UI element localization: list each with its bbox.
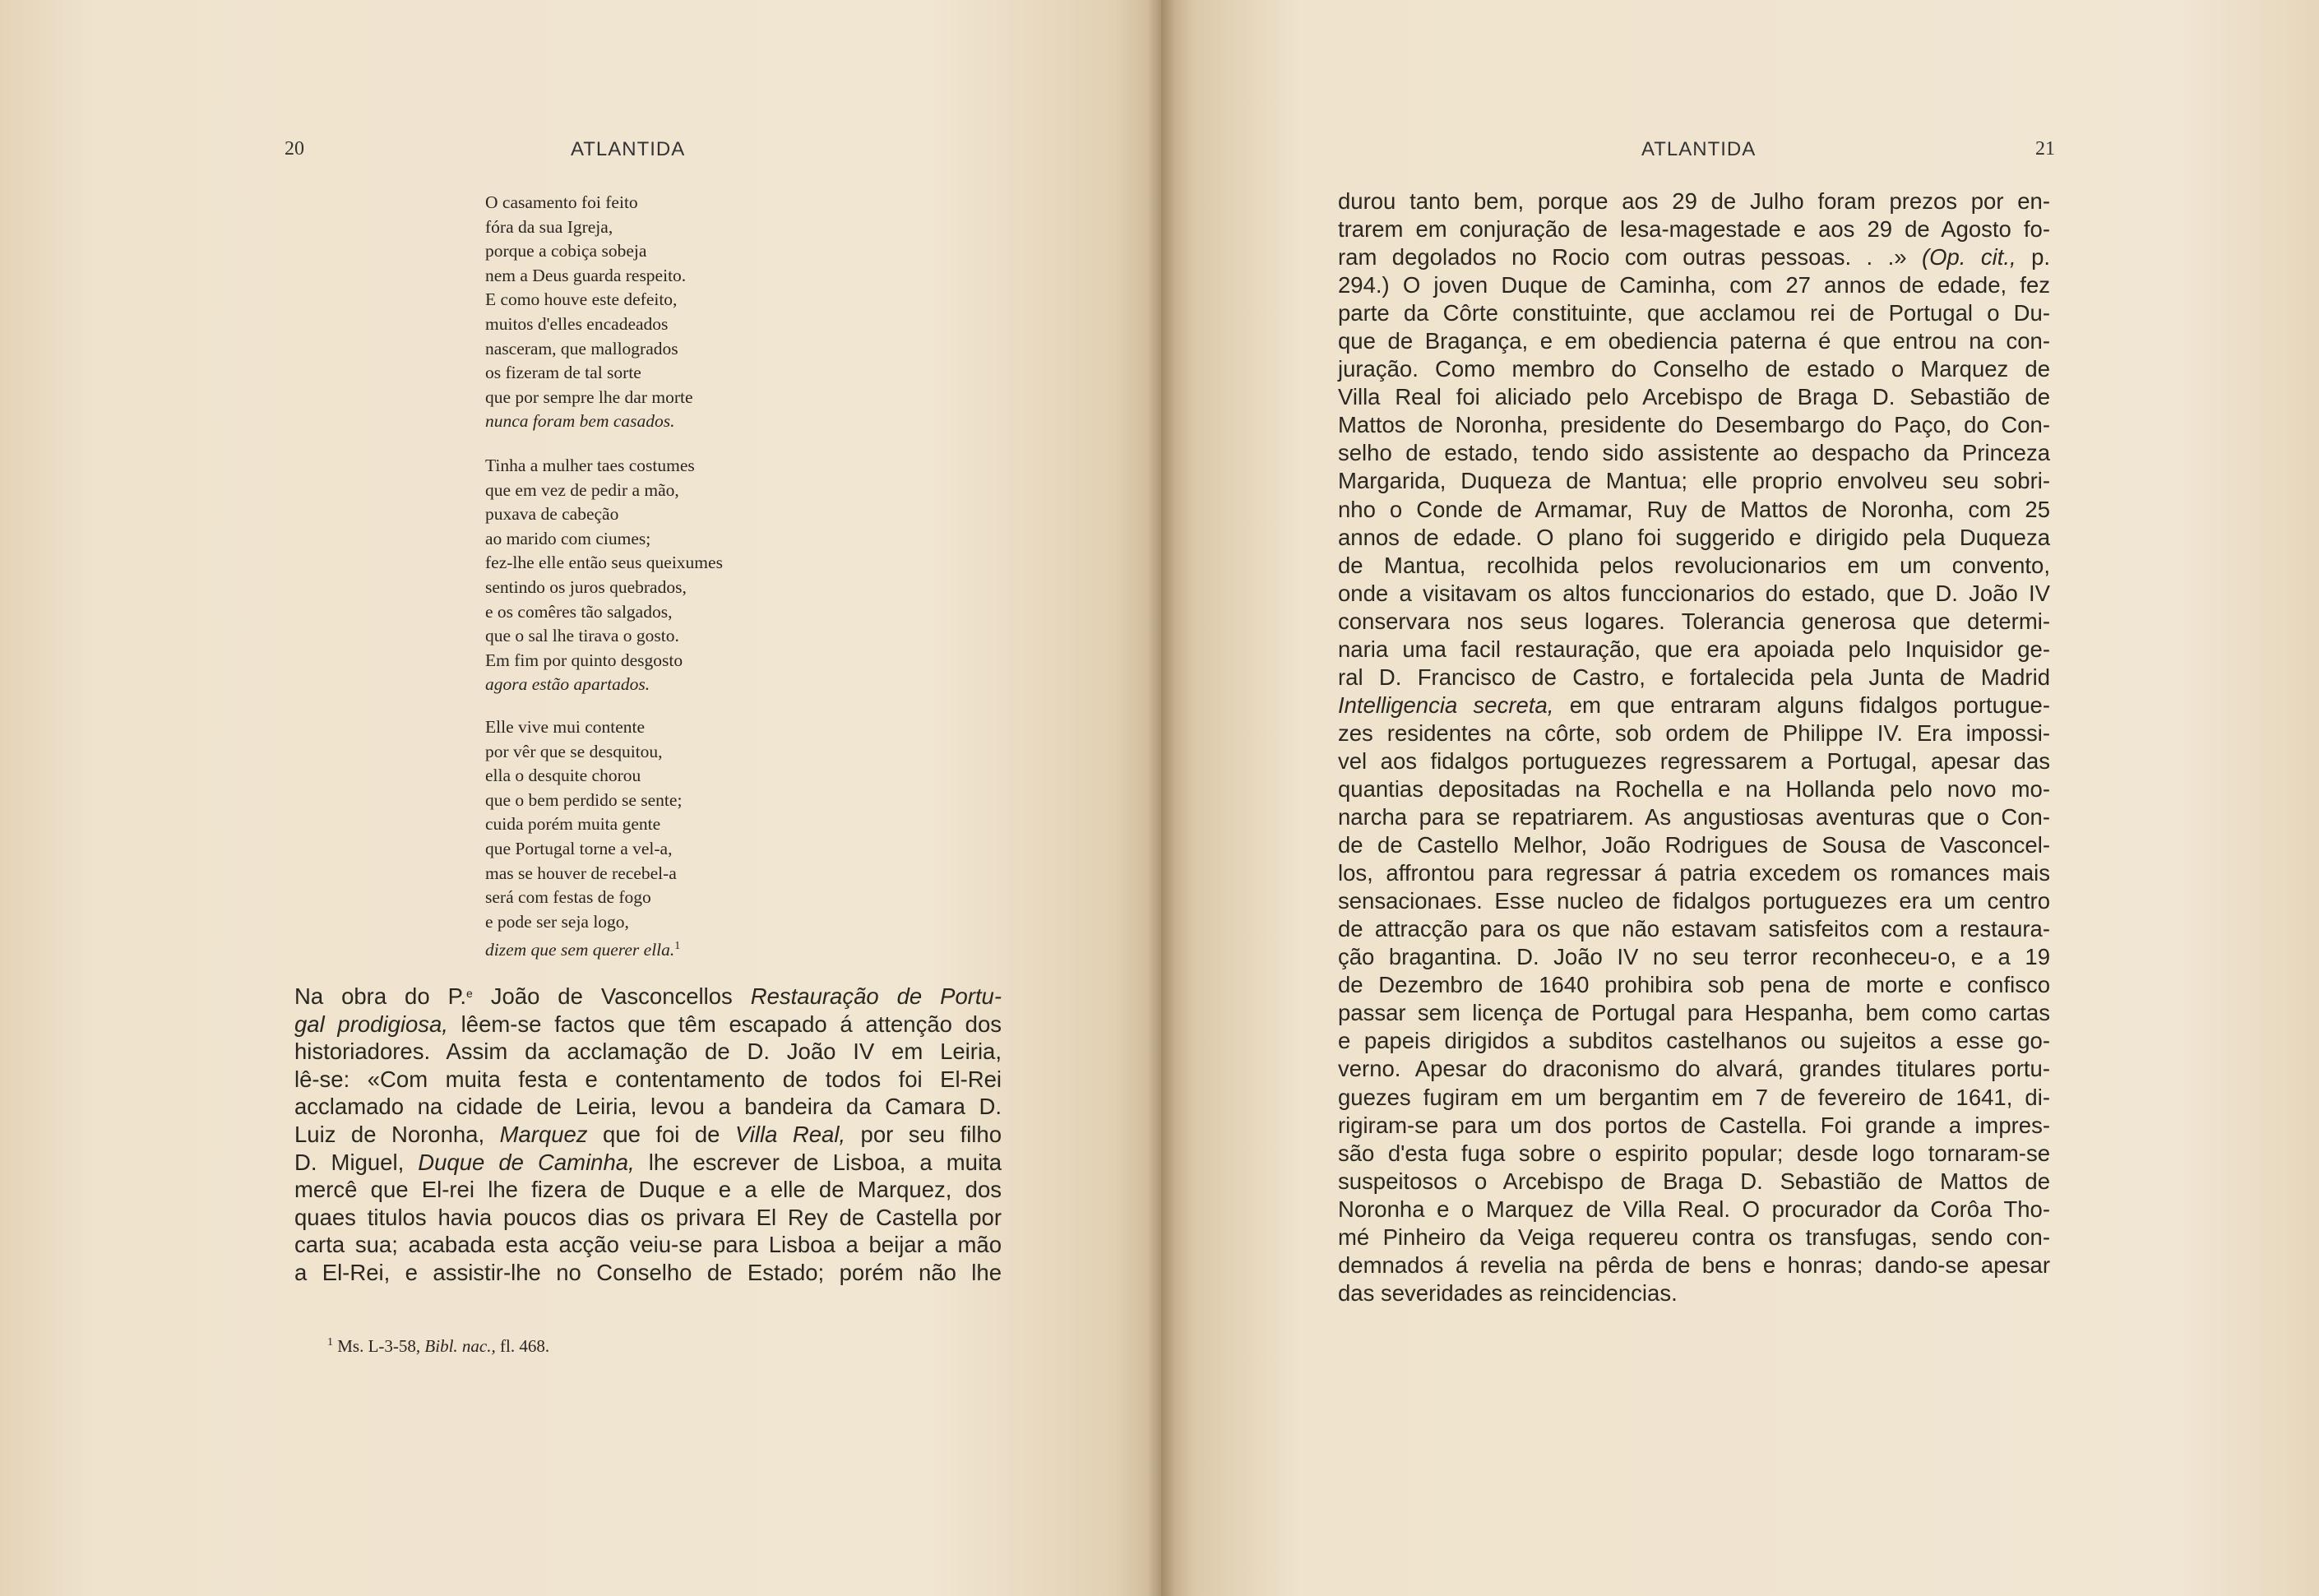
running-head: ATLANTIDA <box>571 138 686 160</box>
footnote <box>327 1336 549 1357</box>
prose-line: carta sua; acabada esta acção veiu-se para Lisboa a beijar a mão <box>294 1232 1002 1258</box>
poem-line: mas se houver de recebel-a <box>485 863 677 883</box>
prose-line: a El-Rei, e assistir-lhe no Conselho de Estado; porém não lhe <box>294 1259 1002 1285</box>
prose-line: selho de estado, tendo sido assistente ao despacho da Princeza <box>1338 440 2050 466</box>
prose-line: quaes titulos havia poucos dias os privara El Rey de Castella por <box>294 1204 1002 1230</box>
poem-stanza-1 <box>485 191 880 434</box>
prose-line: de de Castello Melhor, João Rodrigues de Sousa de Vasconcel- <box>1338 832 2050 858</box>
running-head: ATLANTIDA <box>1641 138 1757 160</box>
superscript: e <box>466 987 473 1000</box>
prose-line <box>1338 692 2050 719</box>
poem-line: será com festas de fogo <box>485 887 651 908</box>
prose-line: das severidades as reincidencias. <box>1338 1279 1678 1306</box>
prose-line: e papeis dirigidos a subditos castelhanos ou sujeitos a esse go- <box>1338 1028 2050 1054</box>
poem-line: sentindo os juros quebrados, <box>485 576 687 597</box>
prose-line: de attracção para os que não estavam satisfeitos com a restaura- <box>1338 916 2050 942</box>
poem-stanza-2 <box>485 454 880 697</box>
prose-line: durou tanto bem, porque aos 29 de Julho foram prezos por en- <box>1338 188 2050 214</box>
prose-line: vel aos fidalgos portuguezes regressarem a Portugal, apesar das <box>1338 747 2050 774</box>
poem-line: que Portugal torne a vel-a, <box>485 838 673 858</box>
poem-line: fez-lhe elle então seus queixumes <box>485 553 723 573</box>
book-gutter <box>1147 0 1175 1596</box>
poem-line: ella o desquite chorou <box>485 766 641 786</box>
text-run: lêem-se factos que têm escapado á attenção dos <box>447 1011 1002 1037</box>
poem-line: ao marido com ciumes; <box>485 528 651 548</box>
prose-line: Mattos de Noronha, presidente do Desembargo do Paço, do Con- <box>1338 412 2050 438</box>
poem-line: O casamento foi feito <box>485 192 638 212</box>
prose-line: Noronha e o Marquez de Villa Real. O procurador da Corôa Tho- <box>1338 1196 2050 1222</box>
text-run: D. Miguel, <box>294 1149 419 1175</box>
prose-line: de Mantua, recolhida pelos revolucionarios em um convento, <box>1338 552 2050 578</box>
prose-line: verno. Apesar do draconismo do alvará, grandes titulares portu- <box>1338 1056 2050 1082</box>
poem-line: Em fim por quinto desgosto <box>485 650 683 670</box>
italic-term: Marquez <box>499 1121 588 1147</box>
citation: (Op. cit., <box>1921 244 2016 271</box>
text-run: Ms. L-3-58, <box>333 1336 425 1356</box>
prose-line: nho o Conde de Armamar, Ruy de Mattos de Noronha, com 25 <box>1338 496 2050 522</box>
prose-line: que de Bragança, e em obediencia paterna é que entrou na con- <box>1338 328 2050 354</box>
prose-line: sensacionaes. Esse nucleo de fidalgos portuguezes era um centro <box>1338 888 2050 914</box>
poem-line: Tinha a mulher taes costumes <box>485 456 695 475</box>
poem-line: que por sempre lhe dar morte <box>485 386 693 407</box>
prose-line: ral D. Francisco de Castro, e fortalecida pela Junta de Madrid <box>1338 664 2050 690</box>
prose-line: parte da Côrte constituinte, que acclamou rei de Portugal o Du- <box>1338 300 2050 326</box>
text-run: que foi de <box>587 1121 735 1147</box>
prose-line: guezes fugiram em um bergantim em 7 de fevereiro de 1641, di- <box>1338 1084 2050 1110</box>
poem-line: agora estão apartados. <box>485 674 650 695</box>
prose-line <box>1338 243 2050 271</box>
prose-line <box>294 1011 1002 1039</box>
prose-line: narcha para se repatriarem. As angustiosas aventuras que o Con- <box>1338 804 2050 830</box>
poem-line: porque a cobiça sobeja <box>485 241 647 261</box>
text-run: Luiz de Noronha, <box>294 1121 500 1147</box>
prose-line <box>294 1149 1002 1177</box>
poem-line: cuida porém muita gente <box>485 814 661 835</box>
footnote-mark: 1 <box>327 1336 333 1349</box>
prose-line: 294.) O joven Duque de Caminha, com 27 annos de edade, fez <box>1338 272 2050 298</box>
prose-line: lê-se: «Com muita festa e contentamento de todos foi El-Rei <box>294 1066 1002 1092</box>
prose-line: mé Pinheiro da Veiga requereu contra os transfugas, sendo con- <box>1338 1224 2050 1250</box>
text-run: lhe escrever de Lisboa, a muita <box>634 1149 1002 1175</box>
prose-line: juração. Como membro do Conselho de estado o Marquez de <box>1338 356 2050 382</box>
text-run: fl. 468. <box>495 1336 550 1356</box>
text-run: por seu filho <box>845 1121 1002 1147</box>
book-title: gal prodigiosa, <box>294 1011 448 1037</box>
poem-stanza-3 <box>485 715 880 963</box>
prose-line: Villa Real foi aliciado pelo Arcebispo de Braga D. Sebastião de <box>1338 384 2050 410</box>
page-number: 20 <box>285 138 304 160</box>
prose-line: rigiram-se para um dos portos de Castella. Foi grande a impres- <box>1338 1112 2050 1138</box>
text-run: ram degolados no Rocio com outras pessoas. . .» <box>1338 244 1922 271</box>
prose-line: historiadores. Assim da acclamação de D. João IV em Leiria, <box>294 1039 1002 1065</box>
italic-term: Duque de Caminha, <box>418 1149 635 1175</box>
prose-line: zes residentes na côrte, sob ordem de Philippe IV. Era impossi- <box>1338 719 2050 746</box>
footnote-marker: 1 <box>674 940 681 953</box>
poem-line: puxava de cabeção <box>485 504 619 525</box>
text-run: em que entraram alguns fidalgos portugue- <box>1553 692 2050 718</box>
prose-line: de Dezembro de 1640 prohibira sob pena de morte e confisco <box>1338 972 2050 998</box>
prose-line <box>294 980 1002 1011</box>
prose-line: suspeitosos o Arcebispo de Braga D. Sebastião de Mattos de <box>1338 1168 2050 1194</box>
poem-line: nem a Deus guarda respeito. <box>485 265 687 285</box>
prose-line: onde a visitavam os altos funccionarios do estado, que D. João IV <box>1338 580 2050 606</box>
prose-line: mercê que El-rei lhe fizera de Duque e a elle de Marquez, dos <box>294 1177 1002 1203</box>
prose-line: quantias depositadas na Rochella e na Hollanda pelo novo mo- <box>1338 775 2050 802</box>
prose-line <box>294 1121 1002 1149</box>
prose-line: ção bragantina. D. João IV no seu terror reconheceu-o, e a 19 <box>1338 944 2050 970</box>
prose-line: naria uma facil restauração, que era apoiada pelo Inquisidor ge- <box>1338 636 2050 662</box>
poem-line: que o bem perdido se sente; <box>485 789 683 810</box>
prose-line: trarem em conjuração de lesa-magestade e aos 29 de Agosto fo- <box>1338 216 2050 243</box>
poem-line: nasceram, que mallogrados <box>485 338 678 359</box>
text-run: p. <box>2016 244 2051 271</box>
poem-line: fóra da sua Igreja, <box>485 216 613 237</box>
page-number: 21 <box>2035 138 2055 160</box>
right-prose-paragraph <box>1338 187 2050 1307</box>
prose-line: Margarida, Duqueza de Mantua; elle proprio envolveu seu sobri- <box>1338 468 2050 494</box>
left-prose-paragraph <box>294 980 1002 1287</box>
prose-line: demnados á revelia na pêrda de bens e honras; dando-se apesar <box>1338 1251 2050 1278</box>
prose-line: passar sem licença de Portugal para Hespanha, bem como cartas <box>1338 1000 2050 1026</box>
poem-line: que o sal lhe tirava o gosto. <box>485 626 679 646</box>
poem-line: nunca foram bem casados. <box>485 411 675 432</box>
poem-line: E como houve este defeito, <box>485 289 678 310</box>
poem-line: muitos d'elles encadeados <box>485 313 669 334</box>
poem-line: que em vez de pedir a mão, <box>485 479 679 500</box>
poem-line-text: dizem que sem querer ella. <box>485 940 675 960</box>
poem-line: e pode ser seja logo, <box>485 911 629 932</box>
poem-line <box>485 934 880 963</box>
italic-term: Bibl. nac., <box>424 1336 496 1356</box>
prose-line: são d'esta fuga sobre o espirito popular; desde logo tornaram-se <box>1338 1140 2050 1166</box>
prose-line: acclamado na cidade de Leiria, levou a bandeira da Camara D. <box>294 1094 1002 1120</box>
italic-term: Intelligencia secreta, <box>1338 692 1554 718</box>
poem-line: Elle vive mui contente <box>485 717 646 737</box>
text-run: Na obra do P. <box>294 983 467 1009</box>
prose-line: conservara nos seus logares. Tolerancia generosa que determi- <box>1338 608 2050 634</box>
italic-term: Villa Real, <box>734 1121 846 1147</box>
text-run: João de Vasconcellos <box>472 983 751 1009</box>
poem-line: e os comêres tão salgados, <box>485 601 673 622</box>
poem-line: os fizeram de tal sorte <box>485 363 641 383</box>
poem-line: por vêr que se desquitou, <box>485 741 663 761</box>
prose-line: annos de edade. O plano foi suggerido e dirigido pela Duqueza <box>1338 524 2050 550</box>
prose-line: los, affrontou para regressar á patria excedem os romances mais <box>1338 860 2050 886</box>
book-title: Restauração de Portu- <box>750 983 1002 1009</box>
